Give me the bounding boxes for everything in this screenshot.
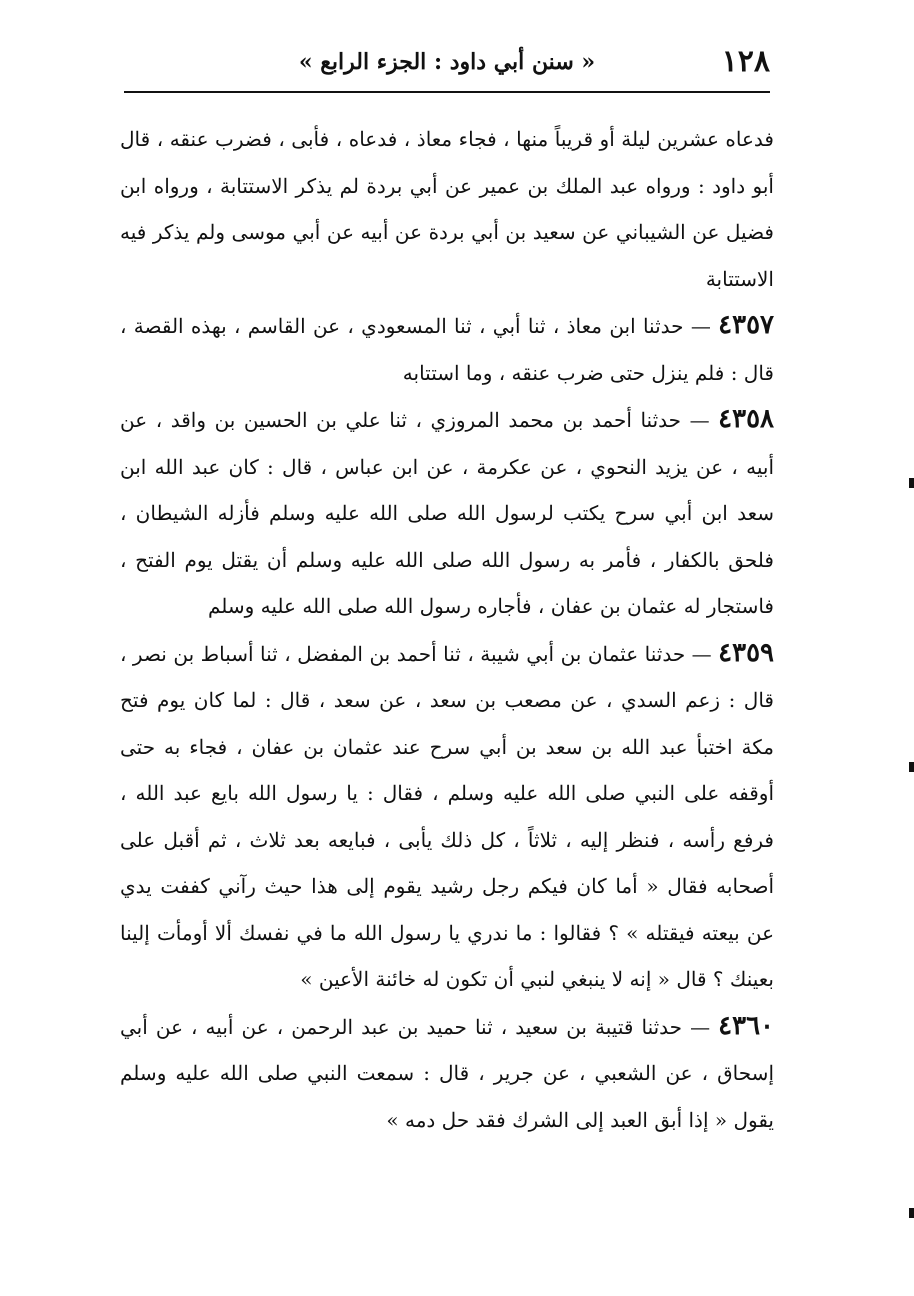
page-body bbox=[120, 116, 774, 1143]
scan-edge-mark bbox=[909, 478, 914, 488]
hadith-text: حدثنا عثمان بن أبي شيبة ، ثنا أحمد بن المفضل ، ثنا أسباط بن نصر ، قال : زعم السدي ، عن مصعب بن سعد ، عن سعد ، قال : لما كان يوم فتح مكة اختبأ عبد الله بن سعد بن أبي سرح عند عثمان بن عفان ، فجاء به حتى أوقفه على النبي صلى الله عليه وسلم ، فقال : يا رسول الله بايع عبد الله ، فرفع رأسه ، فنظر إليه ، ثلاثاً ، كل ذلك يأبى ، فبايعه بعد ثلاث ، ثم أقبل على أصحابه فقال « أما كان فيكم رجل رشيد يقوم إلى هذا حيث رآني كففت يدي عن بيعته فيقتله » ؟ فقالوا : ما ندري يا رسول الله ما في نفسك ألا أومأت إلينا بعينك ؟ قال « إنه لا ينبغي لنبي أن تكون له خائنة الأعين » bbox=[120, 641, 774, 991]
scan-edge-mark bbox=[909, 762, 914, 772]
hadith-dash: — bbox=[682, 1014, 719, 1039]
hadith-text: حدثنا قتيبة بن سعيد ، ثنا حميد بن عبد الرحمن ، عن أبيه ، عن أبي إسحاق ، عن الشعبي ، عن جرير ، قال : سمعت النبي صلى الله عليه وسلم يقول « إذا أبق العبد إلى الشرك فقد حل دمه » bbox=[120, 1014, 774, 1132]
paragraph-text: فدعاه عشرين ليلة أو قريباً منها ، فجاء معاذ ، فدعاه ، فأبى ، فضرب عنقه ، قال أبو داود : ورواه عبد الملك بن عمير عن أبي بردة لم يذكر الاستتابة ، ورواه ابن فضيل عن الشيباني عن سعيد بن أبي بردة عن أبيه عن أبي موسى ولم يذكر فيه الاستتابة bbox=[120, 127, 774, 291]
hadith-paragraph bbox=[120, 396, 774, 630]
hadith-text: حدثنا ابن معاذ ، ثنا أبي ، ثنا المسعودي ، عن القاسم ، بهذه القصة ، قال : فلم ينزل حتى ضرب عنقه ، وما استتابه bbox=[120, 314, 774, 385]
text-paragraph bbox=[120, 116, 774, 302]
hadith-dash: — bbox=[683, 314, 719, 338]
hadith-text: حدثنا أحمد بن محمد المروزي ، ثنا علي بن الحسين بن واقد ، عن أبيه ، عن يزيد النحوي ، عن عكرمة ، عن ابن عباس ، قال : كان عبد الله ابن سعد ابن أبي سرح يكتب لرسول الله صلى الله عليه وسلم فأزله الشيطان ، فلحق بالكفار ، فأمر به رسول الله صلى الله عليه وسلم أن يقتل يوم الفتح ، فاستجار له عثمان بن عفان ، فأجاره رسول الله صلى الله عليه وسلم bbox=[120, 408, 774, 618]
hadith-number: ٤٣٥٨ bbox=[718, 404, 774, 434]
page-header bbox=[124, 38, 770, 88]
header-rule bbox=[124, 91, 770, 93]
hadith-number: ٤٣٥٩ bbox=[718, 637, 775, 668]
hadith-paragraph bbox=[120, 302, 774, 396]
running-title: « سنن أبي داود : الجزء الرابع » bbox=[298, 49, 596, 75]
page-number: ١٢٨ bbox=[721, 44, 770, 79]
hadith-number: ٤٣٥٧ bbox=[718, 310, 774, 340]
scan-edge-mark bbox=[909, 1208, 914, 1218]
hadith-dash: — bbox=[681, 408, 719, 432]
hadith-dash: — bbox=[685, 641, 719, 666]
hadith-paragraph bbox=[120, 1003, 774, 1144]
hadith-paragraph bbox=[120, 630, 774, 1003]
hadith-number: ٤٣٦٠ bbox=[718, 1010, 775, 1041]
